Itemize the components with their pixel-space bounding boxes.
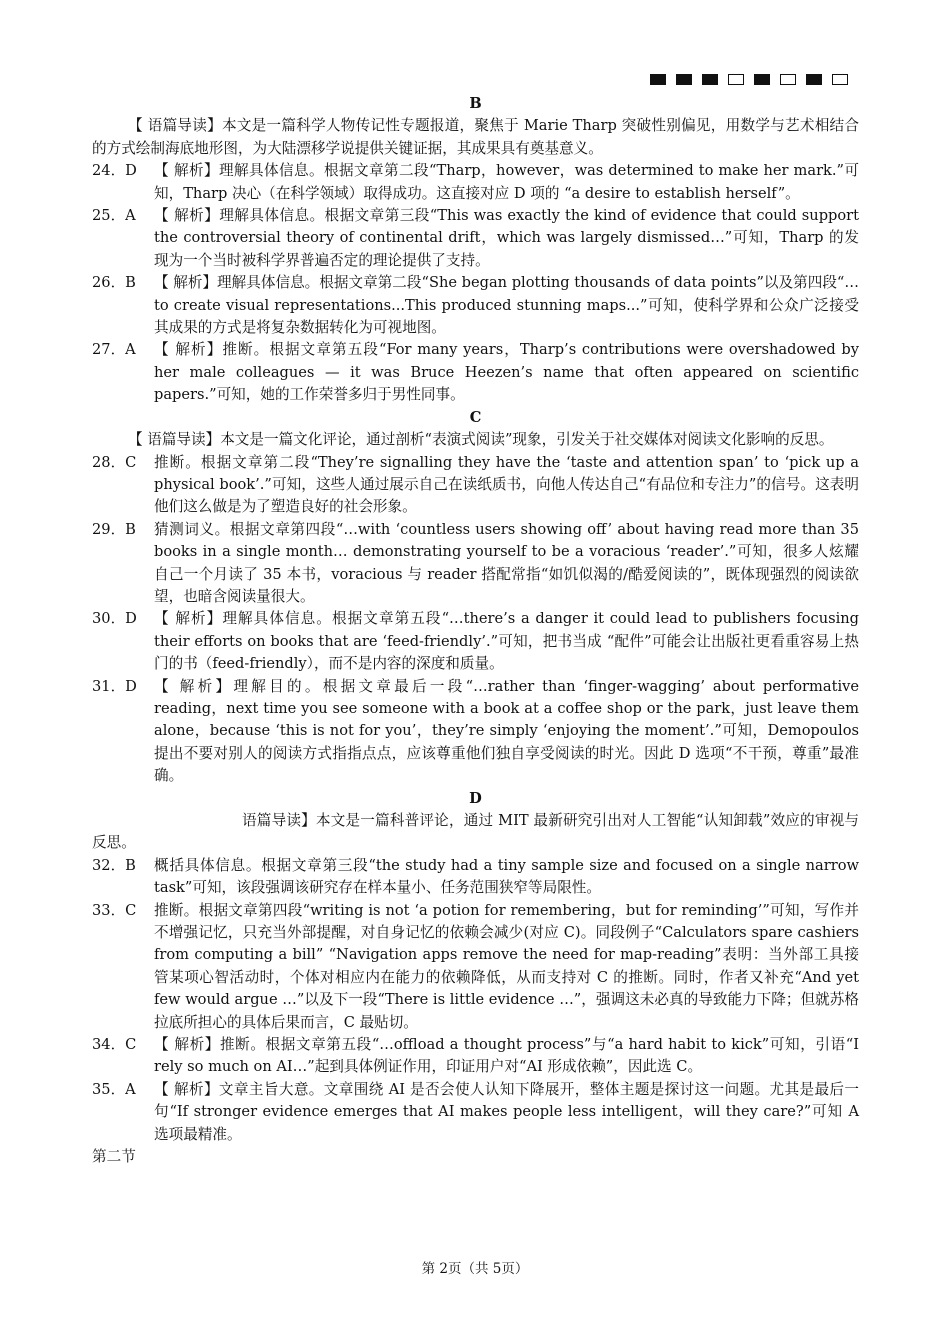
answer-explanation: 猜测词义。根据文章第四段“…with ‘countless users showing off’ about having read more than 35 books in a single month… demonstrating yourself to be a voracious ‘reader’.”可知，很多人炫耀自己一个月读了 35 本书，voracious 与 reader 搭配常指“如饥似渴的/酷爱阅读的”，既体现强烈的阅读欲望，也暗含阅读量很大。 (154, 520, 859, 605)
answer-item (92, 272, 859, 339)
answer-content (92, 93, 859, 1169)
section-heading-b: B (469, 95, 482, 112)
section-intro-b: 【 语篇导读】本文是一篇科学人物传记性专题报道，聚焦于 Marie Tharp 突破性别偏见，用数学与艺术相结合的方式绘制海底地形图，为大陆漂移学说提供关键证据，其成果具有奠基意义。 (92, 117, 859, 157)
answer-explanation: 【 解析】理解具体信息。根据文章第三段“This was exactly the kind of evidence that could support the controversial theory of continental drift，which was largely dismissed…”可知，Tharp 的发现为一个当时被科学界普遍否定的理论提供了支持。 (154, 207, 859, 269)
header-mark (676, 74, 692, 85)
answer-item (92, 205, 859, 272)
section-heading-c: C (469, 408, 482, 426)
answer-number: 24．D (92, 162, 137, 180)
answer-item (92, 339, 859, 406)
answer-number: 28．C (92, 453, 137, 471)
answer-explanation: 【 解析】文章主旨大意。文章围绕 AI 是否会使人认知下降展开，整体主题是探讨这一问题。尤其是最后一句“If stronger evidence emerges that AI makes people less intelligent，will they care?”可知 A 选项最精准。 (154, 1080, 859, 1143)
answer-explanation: 概括具体信息。根据文章第三段“the study had a tiny sample size and focused on a single narrow task”可知，该段强调该研究存在样本量小、任务范围狭窄等局限性。 (154, 856, 859, 897)
answer-number: 30．D (92, 610, 137, 628)
answer-number: 31．D (92, 677, 137, 695)
answer-item (92, 452, 859, 519)
answer-item (92, 1079, 859, 1146)
header-mark (702, 74, 718, 85)
answer-explanation: 【 解析】理解具体信息。根据文章第二段“Tharp，however，was determined to make her mark.”可知，Tharp 决心（在科学领域）取得成功。这直接对应 D 项的 “a desire to establish herself”。 (154, 162, 859, 202)
answer-item (92, 676, 859, 788)
header-mark (728, 74, 744, 85)
answer-number: 29．B (92, 520, 136, 538)
answer-number: 33．C (92, 901, 137, 919)
answer-item (92, 160, 859, 205)
answer-number: 25．A (92, 207, 136, 225)
answer-item (92, 608, 859, 675)
page-footer: 第 2页（共 5页） (421, 1261, 529, 1277)
answer-item (92, 855, 859, 900)
answer-number: 26．B (92, 274, 136, 292)
header-mark (650, 74, 666, 85)
header-mark (806, 74, 822, 85)
answer-number: 27．A (92, 341, 136, 359)
part-two-heading: 第二节 (92, 1148, 136, 1166)
answer-explanation: 【 解析】理解具体信息。根据文章第五段“…there’s a danger it could lead to publishers focusing their efforts on books that are ‘feed-friendly’.”可知，把书当成 “配件”可能会让出版社更看重容易上热门的书（feed-friendly），而不是内容的深度和质量。 (154, 610, 859, 673)
header-mark (832, 74, 848, 85)
answer-explanation: 【 解析】理解具体信息。根据文章第二段“She began plotting thousands of data points”以及第四段“… to create visual representations...This produced stunning maps...”可知，使科学界和公众广泛接受其成果的方式是将复杂数据转化为可视地图。 (154, 274, 859, 337)
section-intro-d: 语篇导读】本文是一篇科普评论，通过 MIT 最新研究引出对人工智能“认知卸载”效应的审视与反思。 (92, 812, 859, 852)
answer-number: 35．A (92, 1080, 136, 1098)
header-mark (754, 74, 770, 85)
answer-explanation: 【 解析】推断。根据文章第五段“For many years，Tharp’s contributions were overshadowed by her male colleagues — it was Bruce Heezen’s name that often appeared on scientific papers.”可知，她的工作荣誉多归于男性同事。 (154, 341, 859, 404)
answer-explanation: 推断。根据文章第二段“They’re signalling they have the ‘taste and attention span’ to ‘pick up a physical book’.”可知，这些人通过展示自己在读纸质书，向他人传达自己“有品位和专注力”的信号。这表明他们这么做是为了塑造良好的社会形象。 (154, 453, 859, 516)
answer-item (92, 1034, 859, 1079)
answer-item (92, 519, 859, 609)
header-marks (650, 74, 848, 85)
section-intro-c: 【 语篇导读】本文是一篇文化评论，通过剖析“表演式阅读”现象，引发关于社交媒体对阅读文化影响的反思。 (128, 431, 834, 449)
answer-number: 34．C (92, 1036, 137, 1054)
header-mark (780, 74, 796, 85)
answer-explanation: 推断。根据文章第四段“writing is not ‘a potion for remembering，but for reminding’”可知，写作并不增强记忆，只充当外部提醒，对自身记忆的依赖会减少(对应 C)。同段例子“Calculators spare cashiers from computing a bill” “Navigation apps remove the need for map-reading”表明：当外部工具接管某项心智活动时，个体对相应内在能力的依赖降低，从而支持对 C 的推断。同时，作者又补充“And yet few would argue …”以及下一段“There is little evidence …”，强调这未必真的导致能力下降；但就苏格拉底所担心的具体后果而言，C 最贴切。 (154, 901, 859, 1031)
section-heading-d: D (469, 789, 482, 807)
answer-explanation: 【 解析】推断。根据文章第五段“…offload a thought process”与“a hard habit to kick”可知，引语“I rely so much on AI…”起到具体例证作用，印证用户对“AI 形成依赖”，因此选 C。 (154, 1036, 859, 1076)
answer-item (92, 900, 859, 1034)
answer-explanation: 【 解析】理解目的。根据文章最后一段“…rather than ‘finger-wagging’ about performative reading，next time you see someone with a book at a coffee shop or the park，just leave them alone，because ‘this is not for you’，they’re simply ‘enjoying the moment’.”可知，Demopoulos 提出不要对别人的阅读方式指指点点，应该尊重他们独自享受阅读的时光。因此 D 选项“不干预，尊重”最准确。 (154, 677, 859, 785)
answer-number: 32．B (92, 856, 136, 874)
